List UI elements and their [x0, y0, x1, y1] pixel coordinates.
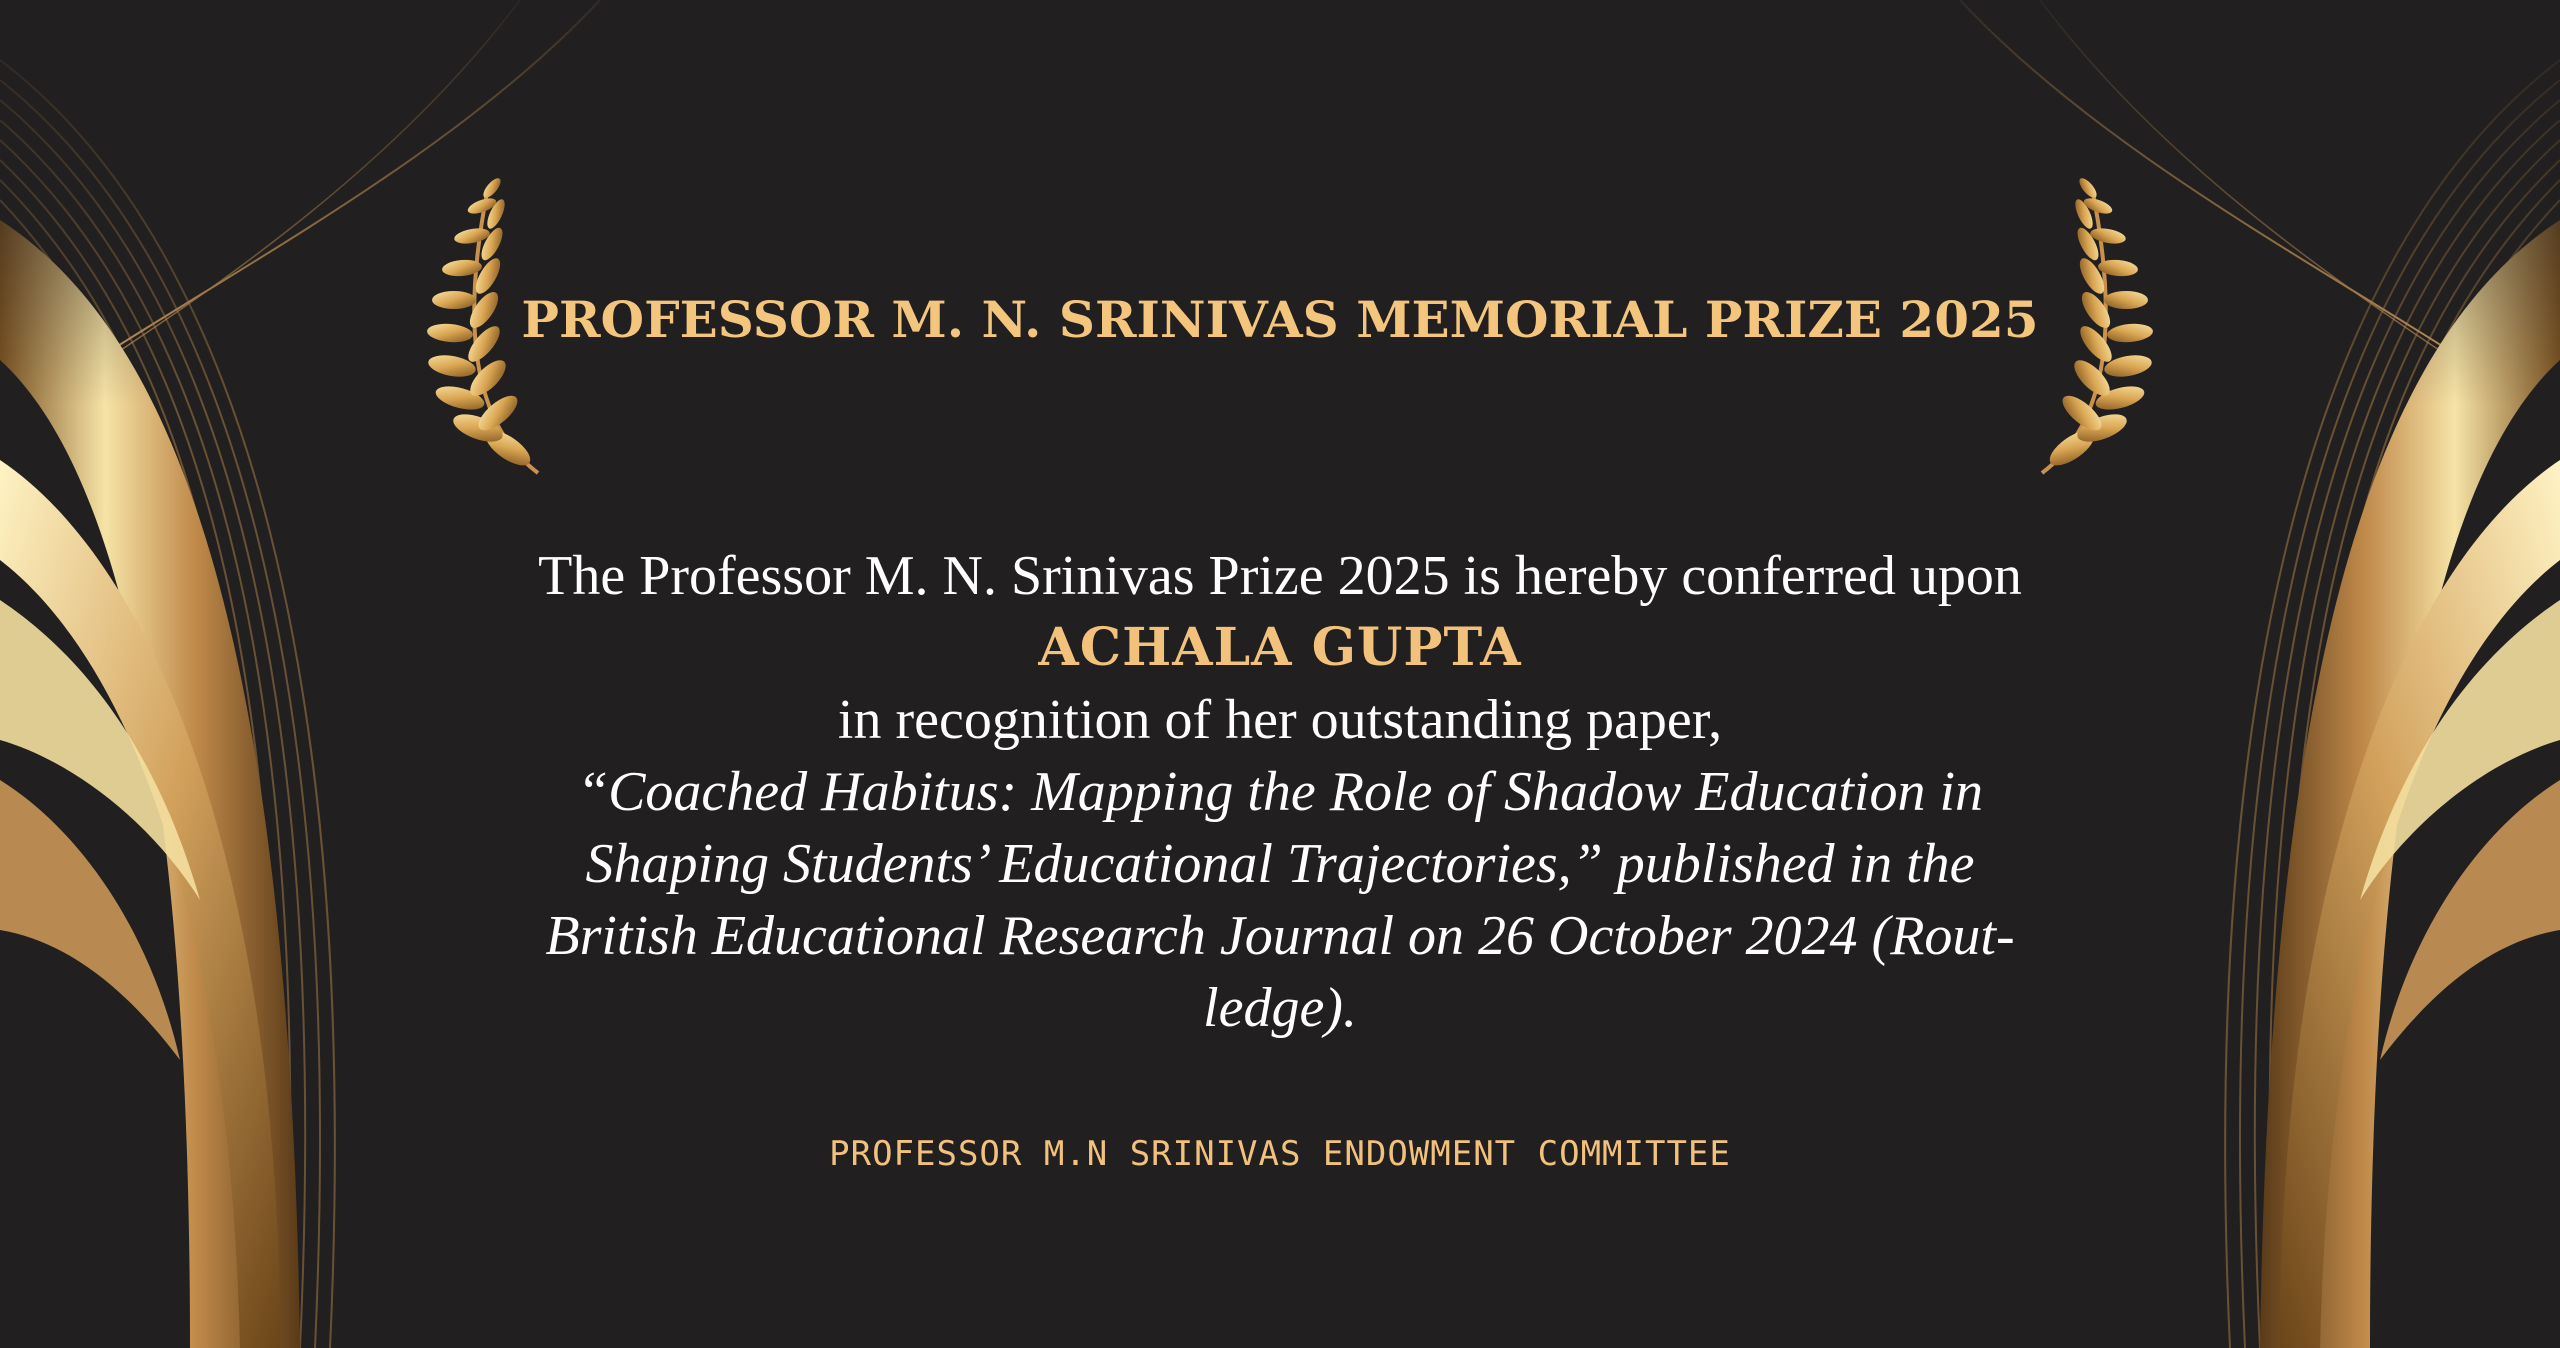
- prize-title: PROFESSOR M. N. SRINIVAS MEMORIAL PRIZE 2025: [521, 290, 2039, 349]
- conferral-statement: The Professor M. N. Srinivas Prize 2025 is hereby conferred upon: [538, 545, 2022, 607]
- recognition-statement: in recognition of her outstanding paper,: [837, 689, 1723, 751]
- recipient-name: ACHALA GUPTA: [1038, 617, 1522, 678]
- paper-citation-line: “Coached Habitus: Mapping the Role of Shadow Education in: [576, 761, 1984, 823]
- paper-citation-line: British Educational Research Journal on 26 October 2024 (Rout-: [545, 905, 2015, 967]
- committee-signature: PROFESSOR M.N SRINIVAS ENDOWMENT COMMITTEE: [829, 1134, 1731, 1174]
- paper-citation-line: Shaping Students’ Educational Trajectories,” published in the: [585, 833, 1975, 895]
- certificate-body: [430, 540, 2130, 1044]
- paper-citation-line: ledge).: [1203, 977, 1357, 1039]
